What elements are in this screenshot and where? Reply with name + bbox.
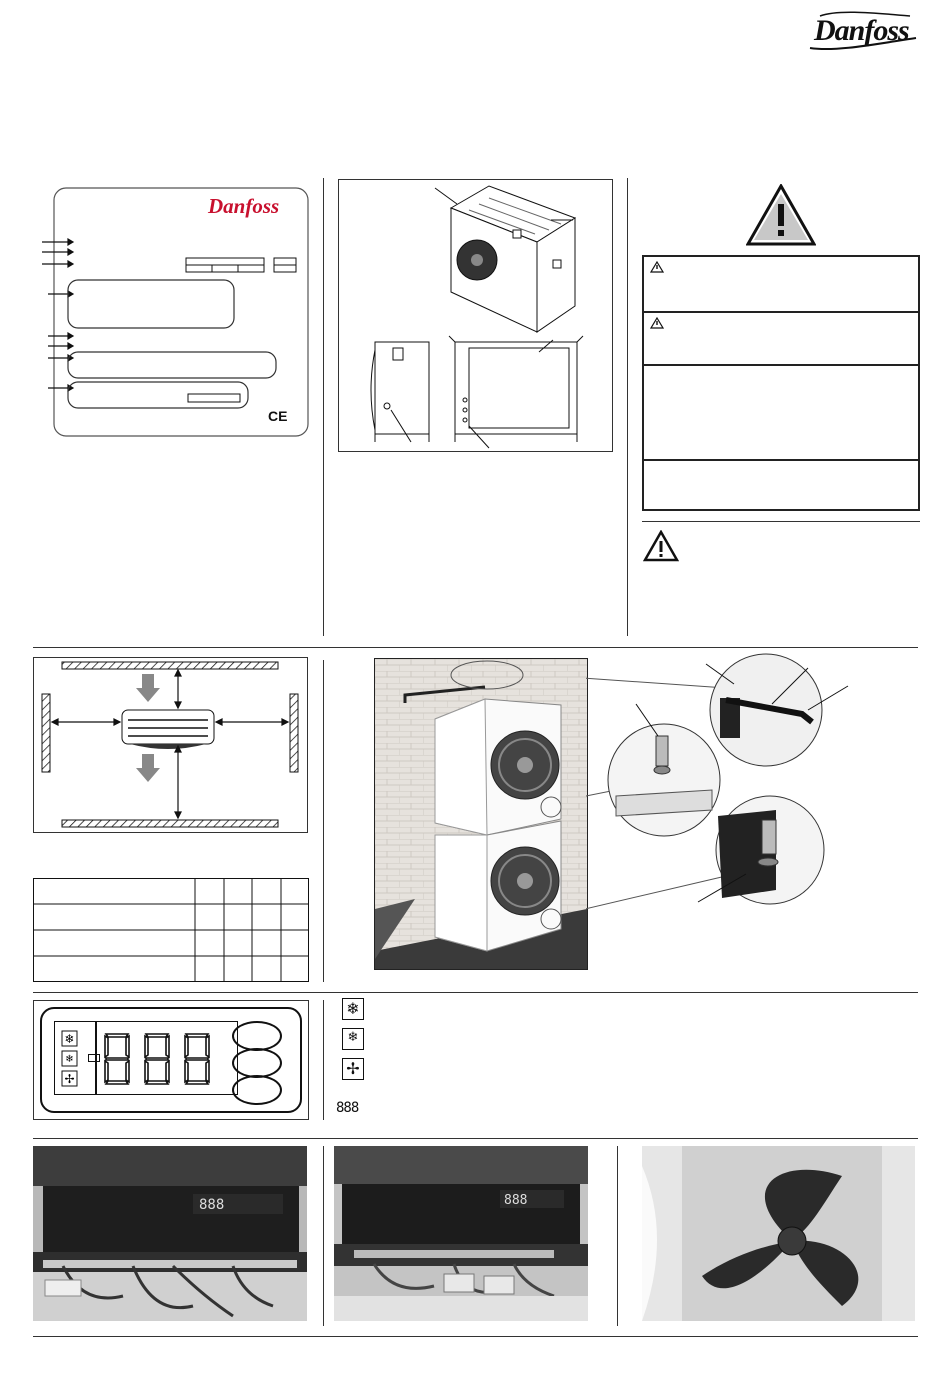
warning-icon (650, 261, 664, 273)
column-divider (323, 178, 324, 636)
column-divider (627, 178, 628, 636)
controller-button-up[interactable] (232, 1021, 282, 1051)
section-divider (33, 1336, 918, 1337)
svg-text:❄: ❄ (64, 1032, 75, 1046)
unit-drawing-panel (338, 179, 613, 452)
svg-text:❄: ❄ (65, 1054, 74, 1065)
nameplate-diagram (40, 186, 310, 438)
detail-callouts (586, 640, 916, 930)
warning-icon (650, 317, 664, 329)
svg-text:888: 888 (199, 1197, 225, 1213)
clearance-diagram (33, 657, 308, 833)
clearance-table (33, 878, 309, 982)
defrost-icon: ❄ (342, 1028, 364, 1050)
controller-wiring-photo-2 (334, 1146, 588, 1321)
ce-mark: CE (268, 408, 288, 424)
display-digits-legend: 888 (336, 1100, 359, 1116)
section-divider (33, 1138, 918, 1139)
warning-box (642, 311, 920, 366)
controller-display-panel (33, 1000, 309, 1120)
warning-icon (643, 530, 679, 567)
brand-logo (806, 8, 918, 54)
minus-segment (88, 1054, 100, 1062)
controller-button-set[interactable] (232, 1048, 282, 1078)
nameplate-logo: Danfoss (208, 194, 280, 218)
warning-box (642, 255, 920, 313)
caution-box (642, 364, 920, 461)
controller-button-down[interactable] (232, 1075, 282, 1105)
section-divider (33, 992, 918, 993)
indicator-icons (60, 1029, 80, 1089)
caution-box (642, 459, 920, 511)
snowflake-icon: ❄ (342, 998, 364, 1020)
brand-logo-text: Danfoss (814, 14, 909, 47)
svg-text:888: 888 (504, 1193, 528, 1208)
column-divider (323, 660, 324, 982)
seven-segment-display (102, 1031, 222, 1087)
fan-blade-photo (642, 1146, 915, 1321)
column-divider (323, 1146, 324, 1326)
svg-text:✢: ✢ (64, 1072, 75, 1086)
warning-divider (642, 521, 920, 522)
column-divider (617, 1146, 618, 1326)
warning-icon (746, 184, 816, 251)
controller-wiring-photo-1 (33, 1146, 307, 1321)
stacked-units-illustration (374, 658, 588, 970)
outdoor-unit-drawing (339, 180, 612, 451)
column-divider (323, 1000, 324, 1120)
fan-icon: ✢ (342, 1058, 364, 1080)
